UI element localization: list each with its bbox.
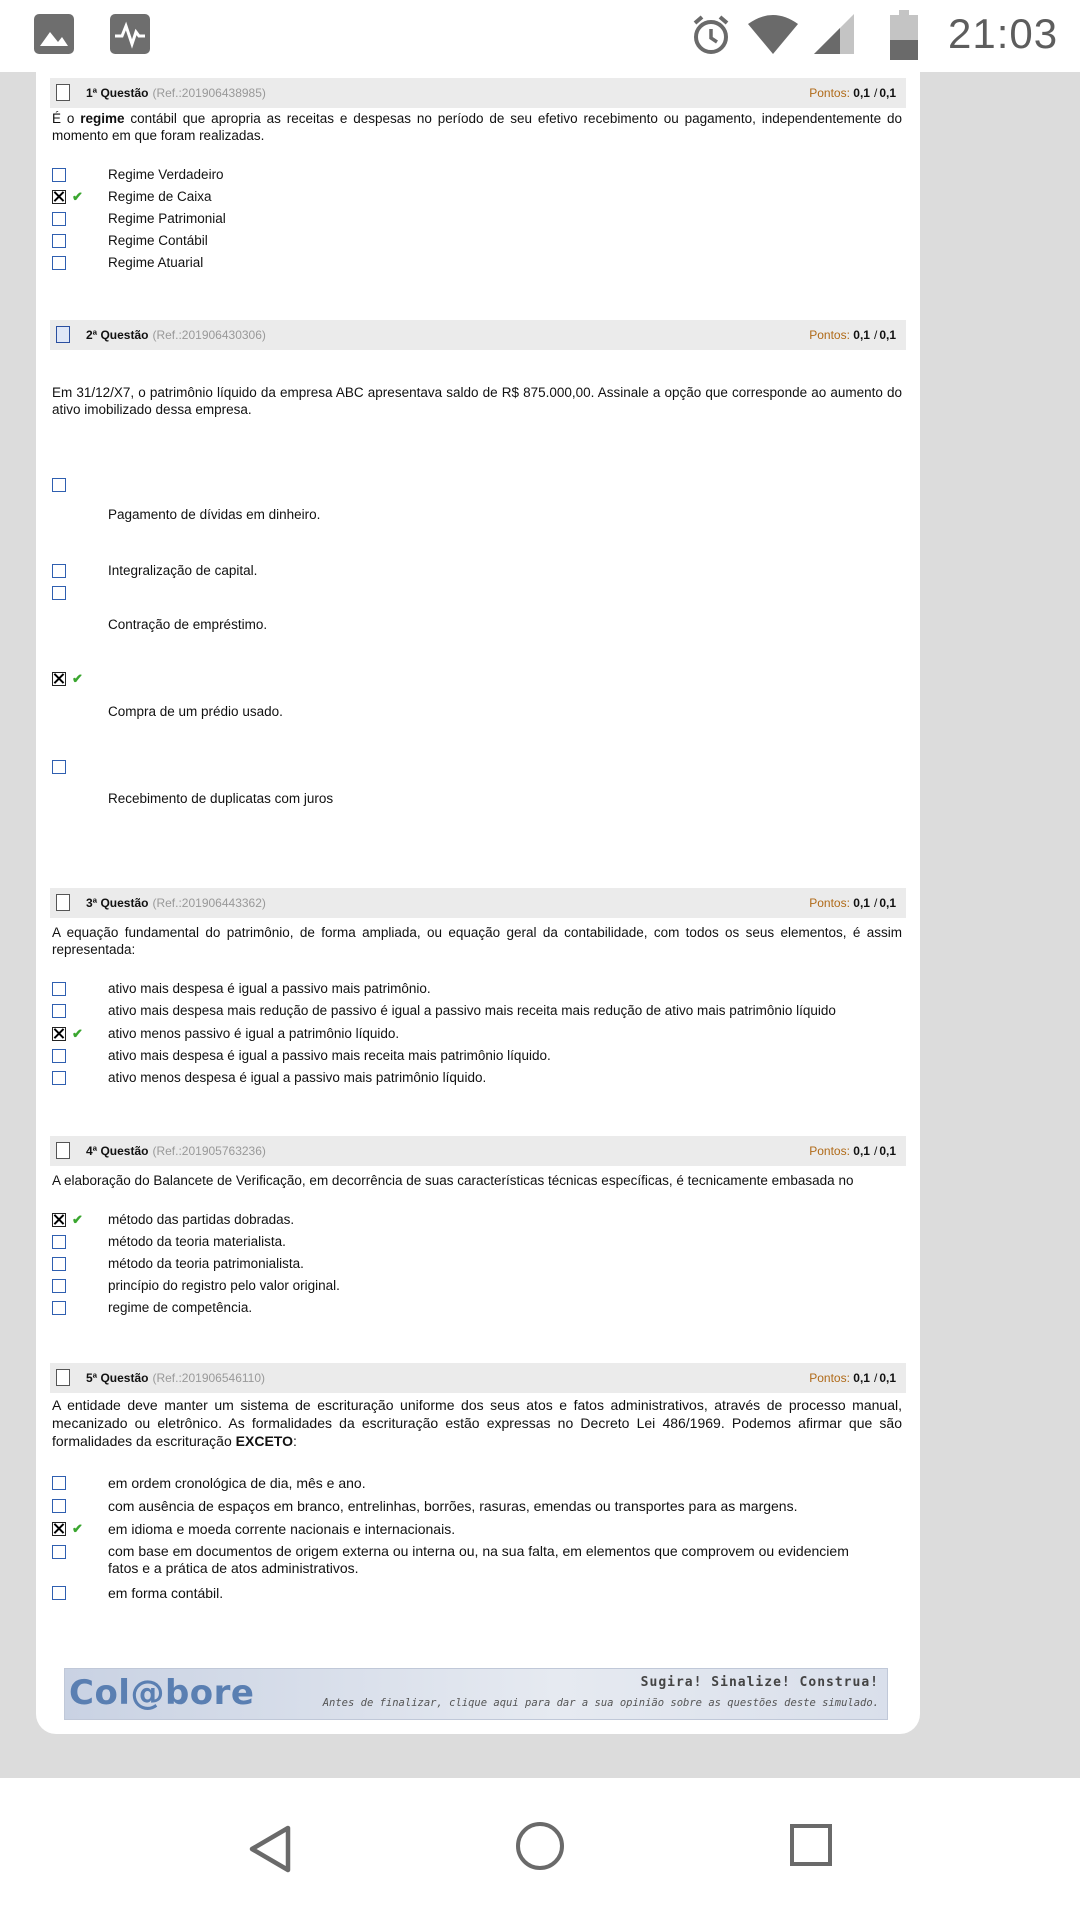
checkbox[interactable] — [52, 1004, 66, 1018]
question-5-text: A entidade deve manter um sistema de escrituração uniforme dos seus atos e fatos administrativos, através de processo manual, mecanizado ou eletrônico. As formalidades da escrituração estão expressas no Decreto Lei 486/1969. Podemos afirmar que são formalidades da escrituração EXCETO: — [52, 1397, 902, 1449]
option-2-e[interactable]: Recebimento de duplicatas com juros — [108, 791, 334, 806]
question-5-header — [50, 1363, 906, 1393]
correct-check-icon: ✔ — [72, 671, 83, 686]
checkbox[interactable] — [52, 168, 66, 182]
option-4-c[interactable]: método da teoria patrimonialista. — [52, 1255, 902, 1273]
recent-apps-icon[interactable] — [790, 1824, 832, 1866]
option-1-a[interactable]: Regime Verdadeiro — [52, 166, 902, 184]
option-1-d[interactable]: Regime Contábil — [52, 232, 902, 250]
document-icon — [56, 326, 70, 343]
question-number: 4ª Questão — [86, 1144, 149, 1158]
checkbox[interactable] — [52, 234, 66, 248]
quiz-results-page — [36, 72, 920, 1734]
points: Pontos: 0,1 / 0,1 — [809, 1144, 896, 1158]
checkbox-checked[interactable] — [52, 190, 66, 204]
checkbox[interactable] — [52, 1301, 66, 1315]
home-icon[interactable] — [516, 1822, 564, 1870]
option-4-b[interactable]: método da teoria materialista. — [52, 1233, 902, 1251]
document-icon — [56, 1142, 70, 1159]
back-icon[interactable] — [246, 1824, 296, 1874]
checkbox[interactable] — [52, 1279, 66, 1293]
question-number: 5ª Questão — [86, 1371, 149, 1385]
question-number: 1ª Questão — [86, 86, 149, 100]
checkbox[interactable] — [52, 1071, 66, 1085]
checkbox[interactable] — [52, 1049, 66, 1063]
option-2-b[interactable]: Integralização de capital. — [52, 562, 902, 580]
signal-icon — [814, 14, 854, 56]
option-4-e[interactable]: regime de competência. — [52, 1299, 902, 1317]
question-2-text: Em 31/12/X7, o patrimônio líquido da empresa ABC apresentava saldo de R$ 875.000,00. Assinale a opção que corresponde ao aumento do ativo imobilizado dessa empresa. — [52, 385, 902, 417]
option-1-e[interactable]: Regime Atuarial — [52, 254, 902, 272]
option-3-d[interactable]: ativo mais despesa é igual a passivo mais receita mais patrimônio líquido. — [52, 1047, 902, 1065]
option-3-a[interactable]: ativo mais despesa é igual a passivo mais patrimônio. — [52, 980, 902, 998]
checkbox-checked[interactable] — [52, 672, 66, 686]
points: Pontos: 0,1 / 0,1 — [809, 86, 896, 100]
question-number: 3ª Questão — [86, 896, 149, 910]
option-2-e-checkbox[interactable] — [52, 758, 902, 776]
option-5-a[interactable]: em ordem cronológica de dia, mês e ano. — [52, 1474, 902, 1492]
points: Pontos: 0,1 / 0,1 — [809, 1371, 896, 1385]
option-5-d[interactable]: com base em documentos de origem externa ou interna ou, na sua falta, em elementos que comprovem ou evidenciem fatos e a prática de atos administrativos. — [52, 1543, 902, 1579]
banner-feedback-link[interactable]: Antes de finalizar, clique aqui para dar a sua opinião sobre as questões deste simulado. — [322, 1697, 879, 1709]
question-ref: (Ref.:201906443362) — [152, 896, 266, 910]
option-2-d[interactable]: Compra de um prédio usado. — [108, 704, 283, 719]
question-4-header — [50, 1136, 906, 1166]
option-4-a[interactable]: ✔ método das partidas dobradas. — [52, 1211, 902, 1229]
option-1-c[interactable]: Regime Patrimonial — [52, 210, 902, 228]
checkbox[interactable] — [52, 1257, 66, 1271]
points: Pontos: 0,1 / 0,1 — [809, 896, 896, 910]
checkbox-checked[interactable] — [52, 1027, 66, 1041]
activity-notification-icon — [110, 14, 150, 54]
question-ref: (Ref.:201906438985) — [152, 86, 266, 100]
question-ref: (Ref.:201905763236) — [152, 1144, 266, 1158]
status-bar — [0, 0, 1080, 72]
question-1-header — [50, 78, 906, 108]
option-3-c[interactable]: ✔ ativo menos passivo é igual a patrimônio líquido. — [52, 1025, 902, 1043]
option-3-b[interactable]: ativo mais despesa mais redução de passivo é igual a passivo mais receita mais redução de ativo mais patrimônio líquido — [52, 1002, 902, 1020]
option-2-d-checkbox[interactable] — [52, 670, 902, 688]
option-2-c[interactable]: Contração de empréstimo. — [108, 617, 268, 632]
question-ref: (Ref.:201906430306) — [152, 328, 266, 342]
checkbox[interactable] — [52, 1545, 66, 1559]
question-2-header — [50, 320, 906, 350]
question-4-text: A elaboração do Balancete de Verificação, em decorrência de suas características técnicas específicas, é tecnicamente embasada no — [52, 1173, 854, 1188]
option-5-c[interactable]: ✔ em idioma e moeda corrente nacionais e internacionais. — [52, 1520, 902, 1538]
document-icon — [56, 894, 70, 911]
option-5-b[interactable]: com ausência de espaços em branco, entrelinhas, borrões, rasuras, emendas ou transportes para as margens. — [52, 1497, 902, 1515]
option-2-c-checkbox[interactable] — [52, 584, 902, 602]
checkbox-checked[interactable] — [52, 1522, 66, 1536]
checkbox[interactable] — [52, 1499, 66, 1513]
correct-check-icon: ✔ — [72, 189, 83, 204]
question-3-header — [50, 888, 906, 918]
checkbox[interactable] — [52, 256, 66, 270]
correct-check-icon: ✔ — [72, 1521, 83, 1536]
option-2-a-checkbox[interactable] — [52, 476, 902, 494]
document-icon — [56, 84, 70, 101]
checkbox[interactable] — [52, 982, 66, 996]
question-number: 2ª Questão — [86, 328, 149, 342]
checkbox[interactable] — [52, 1476, 66, 1490]
checkbox[interactable] — [52, 760, 66, 774]
colabore-logo: Col@bore — [69, 1673, 255, 1713]
image-notification-icon — [34, 14, 74, 54]
banner-slogan: Sugira! Sinalize! Construa! — [640, 1675, 879, 1690]
document-icon — [56, 1369, 70, 1386]
option-1-b[interactable]: ✔ Regime de Caixa — [52, 188, 902, 206]
checkbox[interactable] — [52, 1586, 66, 1600]
option-2-a[interactable]: Pagamento de dívidas em dinheiro. — [108, 507, 321, 522]
checkbox[interactable] — [52, 564, 66, 578]
option-4-d[interactable]: princípio do registro pelo valor original. — [52, 1277, 902, 1295]
correct-check-icon: ✔ — [72, 1212, 83, 1227]
checkbox[interactable] — [52, 586, 66, 600]
option-3-e[interactable]: ativo menos despesa é igual a passivo mais patrimônio líquido. — [52, 1069, 902, 1087]
correct-check-icon: ✔ — [72, 1026, 83, 1041]
navigation-bar — [0, 1778, 1080, 1920]
question-3-text: A equação fundamental do patrimônio, de forma ampliada, ou equação geral da contabilidade, com todos os seus elementos, é assim representada: — [52, 925, 902, 957]
clock-time: 21:03 — [948, 10, 1059, 57]
option-5-e[interactable]: em forma contábil. — [52, 1584, 902, 1602]
question-ref: (Ref.:201906546110) — [152, 1371, 265, 1385]
checkbox[interactable] — [52, 478, 66, 492]
checkbox[interactable] — [52, 212, 66, 226]
checkbox[interactable] — [52, 1235, 66, 1249]
points: Pontos: 0,1 / 0,1 — [809, 328, 896, 342]
wifi-icon — [746, 14, 800, 56]
battery-icon — [890, 10, 918, 60]
alarm-icon — [690, 14, 732, 56]
checkbox-checked[interactable] — [52, 1213, 66, 1227]
question-1-text: É o regime contábil que apropria as receitas e despesas no período de seu efetivo recebimento ou pagamento, independentemente do momento em que foram realizadas. — [52, 111, 902, 143]
colabore-feedback-banner[interactable] — [64, 1668, 888, 1720]
